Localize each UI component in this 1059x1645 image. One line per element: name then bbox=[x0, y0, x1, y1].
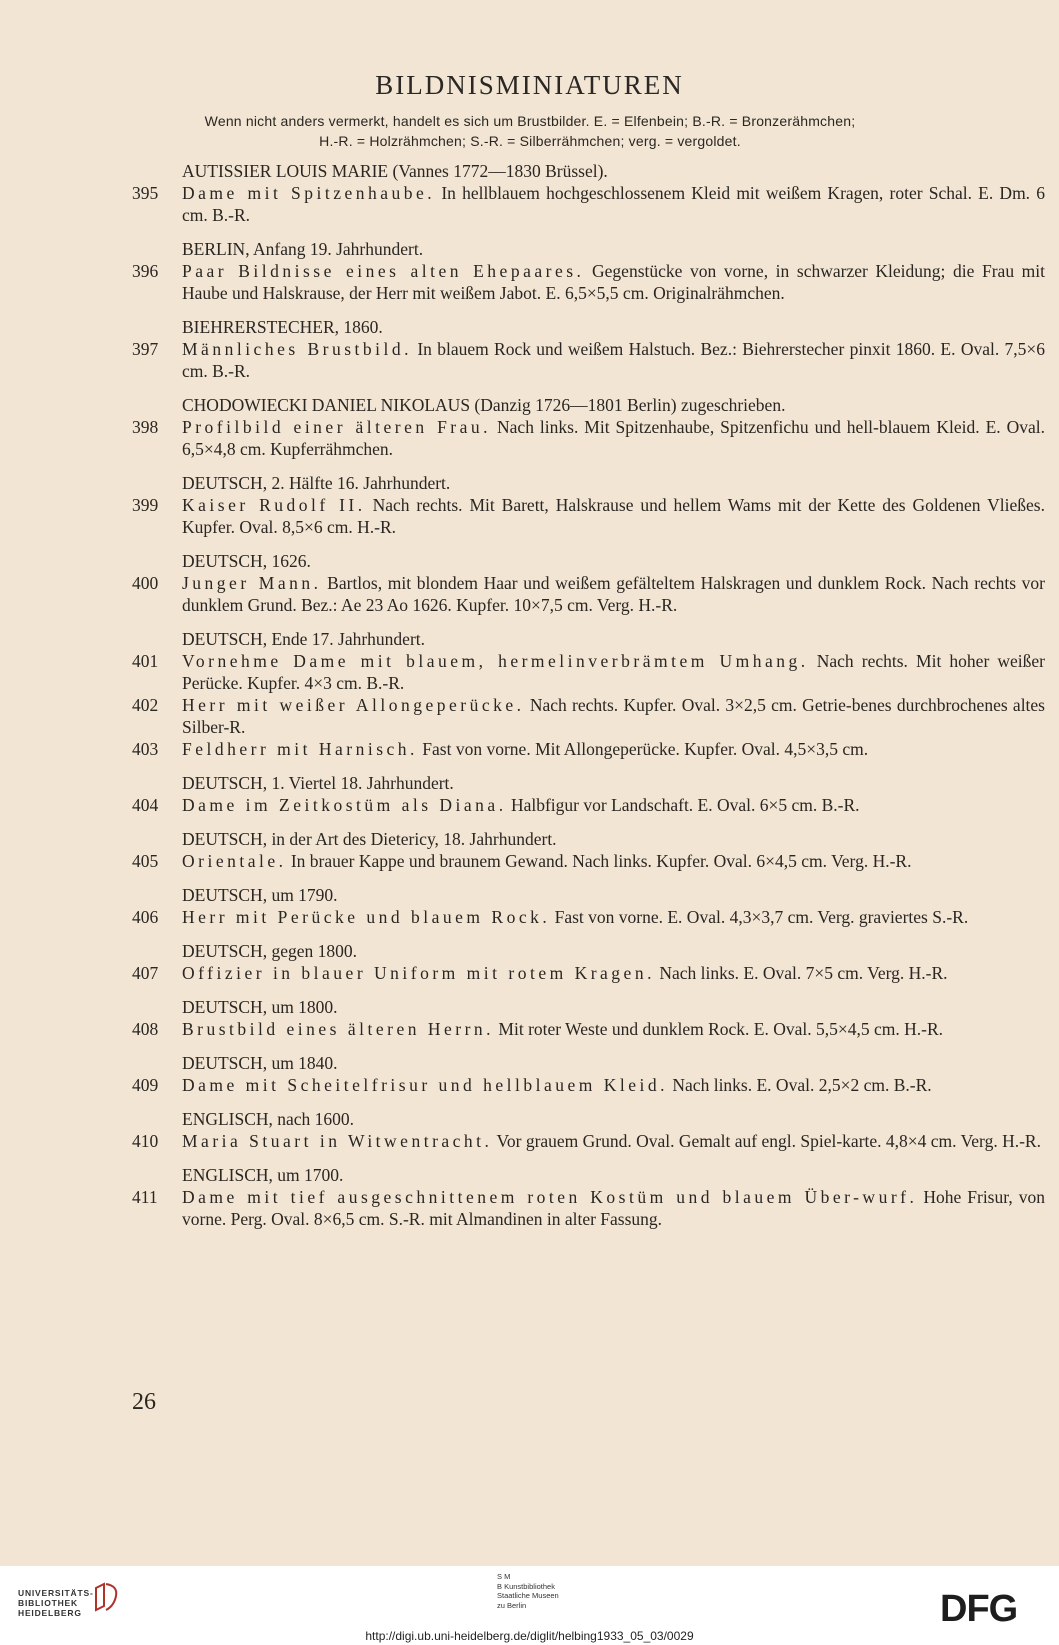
permalink-url[interactable]: http://digi.ub.uni-heidelberg.de/diglit/helbing1933_05_03/0029 bbox=[365, 1629, 694, 1643]
artist-heading: ENGLISCH, nach 1600. bbox=[182, 1109, 355, 1129]
artist-heading: DEUTSCH, Ende 17. Jahrhundert. bbox=[182, 629, 426, 649]
catalog-entry bbox=[132, 650, 1045, 694]
kunstbibliothek-logo[interactable]: S M B Kunstbibliothek Staatliche Museen zu Berlin bbox=[497, 1572, 559, 1610]
lot-description bbox=[182, 794, 1045, 816]
lot-details: Nach rechts. Mit hoher weißer Perücke. Kupfer. 4×3 cm. B.-R. bbox=[182, 651, 1046, 693]
university-library-logo[interactable]: UNIVERSITÄTS- BIBLIOTHEK HEIDELBERG bbox=[18, 1588, 94, 1618]
lot-number: 406 bbox=[132, 907, 159, 927]
page-number: 26 bbox=[132, 1389, 156, 1415]
legend-line-1: Wenn nicht anders vermerkt, handelt es sich um Brustbilder. E. = Elfenbein; B.-R. = Bronzerähmchen; bbox=[204, 113, 856, 129]
artist-heading: DEUTSCH, 1. Viertel 18. Jahrhundert. bbox=[182, 773, 454, 793]
lot-number: 399 bbox=[132, 495, 159, 515]
lot-description bbox=[182, 906, 1045, 928]
lot-description bbox=[182, 1074, 1045, 1096]
lot-title: Vornehme Dame mit blauem, hermelinverbrämtem Umhang. bbox=[182, 651, 809, 671]
artist-heading: DEUTSCH, 2. Hälfte 16. Jahrhundert. bbox=[182, 473, 451, 493]
catalog-entry bbox=[132, 794, 1045, 816]
lot-title: Junger Mann. bbox=[182, 573, 322, 593]
lot-title: Paar Bildnisse eines alten Ehepaares. bbox=[182, 261, 585, 281]
lot-number: 395 bbox=[132, 183, 159, 203]
lot-number: 405 bbox=[132, 851, 159, 871]
catalog-entry bbox=[132, 1186, 1045, 1230]
artist-heading: DEUTSCH, um 1790. bbox=[182, 885, 338, 905]
lot-description bbox=[182, 572, 1045, 616]
lot-details: Nach links. E. Oval. 7×5 cm. Verg. H.-R. bbox=[659, 963, 948, 983]
catalog-entry bbox=[132, 182, 1045, 226]
lot-description bbox=[182, 1018, 1045, 1040]
lot-details: Halbfigur vor Landschaft. E. Oval. 6×5 cm. B.-R. bbox=[510, 795, 860, 815]
catalog-entry bbox=[132, 260, 1045, 304]
lot-title: Feldherr mit Harnisch. bbox=[182, 739, 418, 759]
lot-number: 410 bbox=[132, 1131, 159, 1151]
lot-description bbox=[182, 182, 1045, 226]
lot-details: Fast von vorne. E. Oval. 4,3×3,7 cm. Verg. graviertes S.-R. bbox=[554, 907, 969, 927]
lot-details: Nach rechts. Kupfer. Oval. 3×2,5 cm. Getrie-benes durchbrochenes altes Silber-R. bbox=[182, 695, 1045, 737]
lot-details: In brauer Kappe und braunem Gewand. Nach links. Kupfer. Oval. 6×4,5 cm. Verg. H.-R. bbox=[290, 851, 912, 871]
lot-number: 409 bbox=[132, 1075, 159, 1095]
lot-description bbox=[182, 1186, 1045, 1230]
catalog-entry bbox=[132, 416, 1045, 460]
lot-details: Fast von vorne. Mit Allongeperücke. Kupfer. Oval. 4,5×3,5 cm. bbox=[422, 739, 869, 759]
lot-number: 402 bbox=[132, 695, 159, 715]
lot-number: 398 bbox=[132, 417, 159, 437]
lot-details: Vor grauem Grund. Oval. Gemalt auf engl. Spiel-karte. 4,8×4 cm. Verg. H.-R. bbox=[496, 1131, 1041, 1151]
lot-details: Nach links. E. Oval. 2,5×2 cm. B.-R. bbox=[672, 1075, 932, 1095]
lot-description bbox=[182, 738, 1045, 760]
lot-title: Orientale. bbox=[182, 851, 287, 871]
lot-title: Offizier in blauer Uniform mit rotem Kragen. bbox=[182, 963, 655, 983]
lot-number: 400 bbox=[132, 573, 159, 593]
lot-details: In blauem Rock und weißem Halstuch. Bez.: Biehrerstecher pinxit 1860. E. Oval. 7,5×6 cm. B.-R. bbox=[182, 339, 1046, 381]
lot-details: Gegenstücke von vorne, in schwarzer Kleidung; die Frau mit Haube und Halskrause, der Herr mit weißem Jabot. E. 6,5×5,5 cm. Originalrähmchen. bbox=[182, 261, 1046, 303]
catalog-entry bbox=[132, 1130, 1045, 1152]
catalog-entry bbox=[132, 906, 1045, 928]
lot-number: 408 bbox=[132, 1019, 159, 1039]
lot-details: In hellblauem hochgeschlossenem Kleid mit weißem Kragen, roter Schal. E. Dm. 6 cm. B.-R. bbox=[182, 183, 1045, 225]
lot-number: 397 bbox=[132, 339, 159, 359]
abbreviation-legend bbox=[190, 111, 870, 151]
catalog-entry bbox=[132, 572, 1045, 616]
lot-title: Männliches Brustbild. bbox=[182, 339, 412, 359]
lot-title: Brustbild eines älteren Herrn. bbox=[182, 1019, 495, 1039]
artist-heading: BERLIN, Anfang 19. Jahrhundert. bbox=[182, 239, 424, 259]
lot-number: 401 bbox=[132, 651, 159, 671]
catalog-entry bbox=[132, 962, 1045, 984]
catalog-entry bbox=[132, 850, 1045, 872]
dfg-logo[interactable]: DFG bbox=[940, 1588, 1018, 1630]
lot-details: Mit roter Weste und dunklem Rock. E. Oval. 5,5×4,5 cm. H.-R. bbox=[498, 1019, 944, 1039]
lot-title: Maria Stuart in Witwentracht. bbox=[182, 1131, 493, 1151]
lot-title: Dame mit Spitzenhaube. bbox=[182, 183, 436, 203]
lot-description bbox=[182, 962, 1045, 984]
catalog-entry bbox=[132, 338, 1045, 382]
lot-details: Nach rechts. Mit Barett, Halskrause und hellem Wams mit der Kette des Goldenen Vließes. Kupfer. Oval. 8,5×6 cm. H.-R. bbox=[182, 495, 1045, 537]
artist-heading: CHODOWIECKI DANIEL NIKOLAUS (Danzig 1726—1801 Berlin) zugeschrieben. bbox=[182, 395, 786, 415]
lot-number: 396 bbox=[132, 261, 159, 281]
catalog-entries bbox=[132, 160, 1045, 1230]
lot-details: Bartlos, mit blondem Haar und weißem gefälteltem Halskragen und dunklem Rock. Nach rechts vor dunklem Grund. Bez.: Ae 23 Ao 1626. Kupfer. 10×7,5 cm. Verg. H.-R. bbox=[182, 573, 1046, 615]
lot-title: Kaiser Rudolf II. bbox=[182, 495, 366, 515]
artist-heading: BIEHRERSTECHER, 1860. bbox=[182, 317, 383, 337]
page-title: BILDNISMINIATUREN bbox=[375, 70, 684, 100]
catalog-entry bbox=[132, 694, 1045, 738]
lot-description bbox=[182, 338, 1045, 382]
lot-title: Dame mit Scheitelfrisur und hellblauem Kleid. bbox=[182, 1075, 669, 1095]
lot-description bbox=[182, 694, 1045, 738]
lot-number: 404 bbox=[132, 795, 159, 815]
lot-title: Profilbild einer älteren Frau. bbox=[182, 417, 492, 437]
catalog-entry bbox=[132, 1074, 1045, 1096]
catalog-entry bbox=[132, 1018, 1045, 1040]
lot-title: Dame mit tief ausgeschnittenem roten Kostüm und blauem Über-wurf. bbox=[182, 1187, 918, 1207]
artist-heading: DEUTSCH, 1626. bbox=[182, 551, 311, 571]
artist-heading: DEUTSCH, um 1840. bbox=[182, 1053, 338, 1073]
lot-description bbox=[182, 494, 1045, 538]
lot-number: 407 bbox=[132, 963, 159, 983]
lot-details: Nach links. Mit Spitzenhaube, Spitzenfichu und hell-blauem Kleid. E. Oval. 6,5×4,8 cm. Kupferrähmchen. bbox=[182, 417, 1046, 459]
lot-title: Herr mit Perücke und blauem Rock. bbox=[182, 907, 551, 927]
footer-bar bbox=[0, 1566, 1059, 1645]
lot-title: Herr mit weißer Allongeperücke. bbox=[182, 695, 525, 715]
lot-description bbox=[182, 416, 1045, 460]
lot-details: Hohe Frisur, von vorne. Perg. Oval. 8×6,5 cm. S.-R. mit Almandinen in alter Fassung. bbox=[182, 1187, 1045, 1229]
artist-heading: DEUTSCH, in der Art des Dietericy, 18. Jahrhundert. bbox=[182, 829, 557, 849]
legend-line-2: H.-R. = Holzrähmchen; S.-R. = Silberrähmchen; verg. = vergoldet. bbox=[319, 133, 741, 149]
lot-description bbox=[182, 260, 1045, 304]
library-mark-icon bbox=[92, 1580, 122, 1614]
artist-heading: DEUTSCH, gegen 1800. bbox=[182, 941, 357, 961]
artist-heading: ENGLISCH, um 1700. bbox=[182, 1165, 344, 1185]
lot-description bbox=[182, 1130, 1045, 1152]
lot-description bbox=[182, 850, 1045, 872]
artist-heading: DEUTSCH, um 1800. bbox=[182, 997, 338, 1017]
catalog-entry bbox=[132, 494, 1045, 538]
lot-number: 411 bbox=[132, 1187, 158, 1207]
lot-description bbox=[182, 650, 1045, 694]
lot-title: Dame im Zeitkostüm als Diana. bbox=[182, 795, 507, 815]
lot-number: 403 bbox=[132, 739, 159, 759]
catalog-entry bbox=[132, 738, 1045, 760]
artist-heading: AUTISSIER LOUIS MARIE (Vannes 1772—1830 Brüssel). bbox=[182, 161, 608, 181]
